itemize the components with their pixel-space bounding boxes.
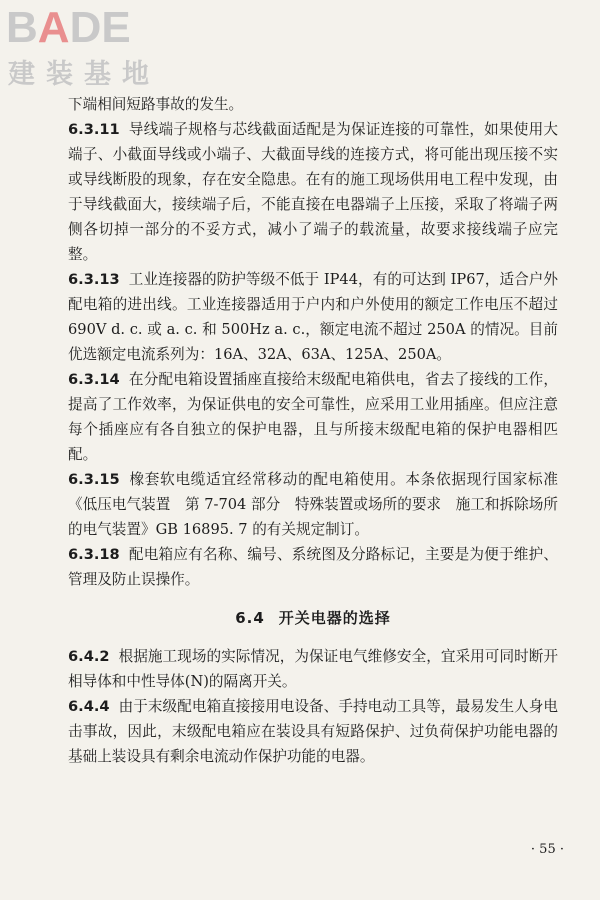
clause-text: 根据施工现场的实际情况，为保证电气维修安全，宜采用可同时断开相导体和中性导体(N)的隔离开关。: [68, 648, 558, 690]
clause-text: 在分配电箱设置插座直接给末级配电箱供电，省去了接线的工作，提高了工作效率，为保证供电的安全可靠性，应采用工业用插座。但应注意每个插座应有各自独立的保护电器，且与所接末级配电箱的保护电器相匹配。: [68, 371, 558, 463]
watermark-brand-highlight: A: [37, 3, 70, 52]
clause-text: 由于末级配电箱直接接用电设备、手持电动工具等，最易发生人身电击事故，因此，末级配电箱应在装设具有短路保护、过负荷保护功能电器的基础上装设具有剩余电流动作保护功能的电器。: [68, 698, 558, 765]
section-title: 开关电器的选择: [278, 609, 391, 627]
clause-text: 工业连接器的防护等级不低于 IP44，有的可达到 IP67，适合户外配电箱的进出线。工业连接器适用于户内和户外使用的额定工作电压不超过 690V d. c. 或 a. c. 和 500Hz a. c.，额定电流不超过 250A 的情况。目前优选额定电流系列为：16A、32A、63A、125A、250A。: [68, 271, 558, 363]
clause-6-4-4: [68, 694, 558, 769]
clause-6-3-13: [68, 267, 558, 367]
clause-text: 配电箱应有名称、编号、系统图及分路标记，主要是为便于维护、管理及防止误操作。: [68, 546, 558, 588]
clause-number: 6.3.18: [68, 546, 120, 563]
clause-number: 6.3.15: [68, 471, 120, 488]
continuation-text: 下端相间短路事故的发生。: [68, 96, 244, 113]
watermark-brand-prefix: B: [6, 3, 38, 52]
clause-6-3-15: [68, 467, 558, 542]
clause-number: 6.3.11: [68, 121, 120, 138]
clause-6-3-18: [68, 542, 558, 592]
section-heading: [68, 606, 558, 631]
clause-number: 6.4.2: [68, 648, 110, 665]
clause-6-3-11: [68, 117, 558, 267]
clause-6-4-2: [68, 644, 558, 694]
clause-number: 6.4.4: [68, 698, 110, 715]
watermark-brand-suffix: DE: [69, 3, 131, 52]
clause-6-3-14: [68, 367, 558, 467]
watermark-logo: [6, 2, 181, 94]
document-body: [68, 92, 558, 769]
page-number: · 55 ·: [530, 842, 564, 857]
watermark-brand: [6, 2, 131, 54]
clause-number: 6.3.14: [68, 371, 120, 388]
clause-text: 导线端子规格与芯线截面适配是为保证连接的可靠性，如果使用大端子、小截面导线或小端子、大截面导线的连接方式，将可能出现压接不实或导线断股的现象，存在安全隐患。在有的施工现场供用电工程中发现，由于导线截面大，接续端子后，不能直接在电器端子上压接，采取了将端子两侧各切掉一部分的不妥方式，减小了端子的载流量，故要求接线端子应完整。: [68, 121, 558, 263]
clause-number: 6.3.13: [68, 271, 120, 288]
section-number: 6.4: [235, 609, 265, 627]
watermark-subtitle: 建装基地: [8, 59, 160, 90]
clause-text: 橡套软电缆适宜经常移动的配电箱使用。本条依据现行国家标准《低压电气装置 第 7-704 部分 特殊装置或场所的要求 施工和拆除场所的电气装置》GB 16895. 7 的有关规定制订。: [68, 471, 558, 538]
